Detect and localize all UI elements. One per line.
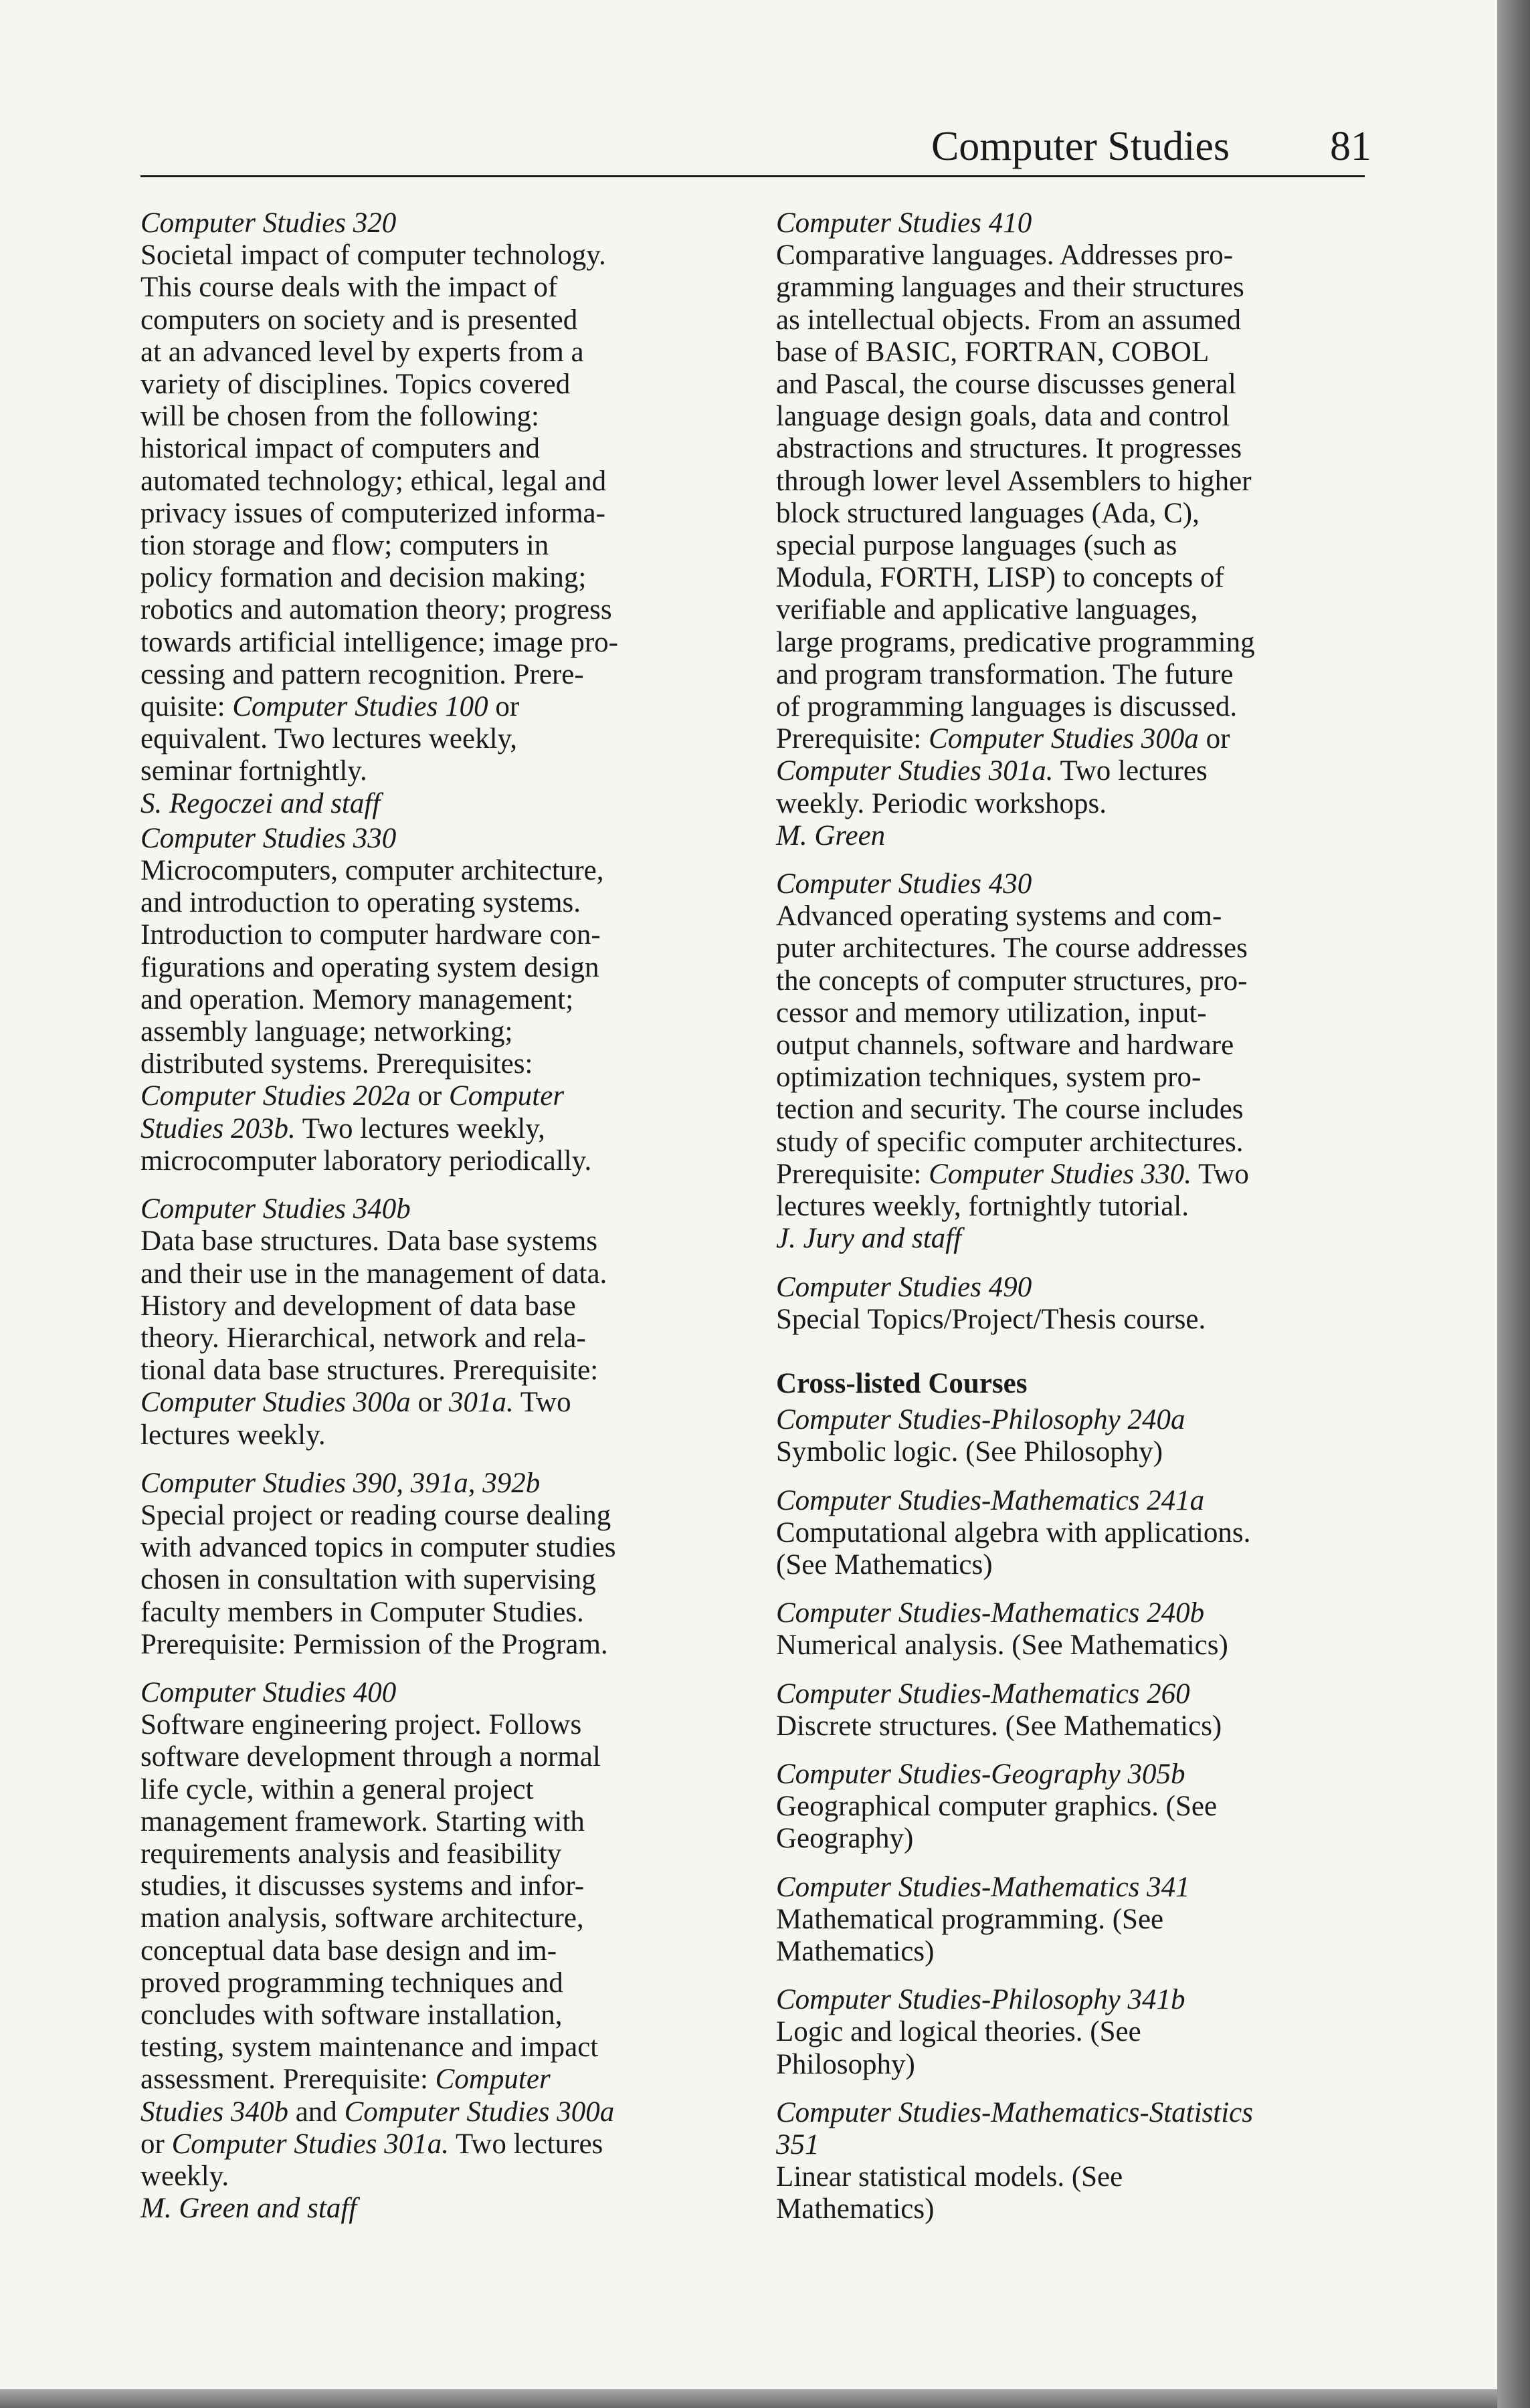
text-run: Mathematics) bbox=[776, 1935, 935, 1967]
text-run: and introduction to operating systems. bbox=[140, 887, 581, 919]
description-line bbox=[140, 1080, 743, 1112]
text-run: Numerical analysis. (See Mathematics) bbox=[776, 1629, 1228, 1662]
description-line bbox=[140, 1935, 743, 1967]
description-line bbox=[140, 1806, 743, 1838]
text-run: weekly. Periodic workshops. bbox=[776, 787, 1107, 819]
course-reference: Computer Studies 330. bbox=[929, 1158, 1192, 1190]
course-title: Computer Studies 400 bbox=[140, 1676, 397, 1708]
description-line bbox=[140, 336, 743, 369]
description-line bbox=[140, 562, 743, 594]
cross-listed-entry bbox=[776, 1597, 1378, 1662]
text-run: weekly. bbox=[140, 2160, 229, 2192]
text-run: lectures weekly, fortnightly tutorial. bbox=[776, 1191, 1189, 1223]
text-run: Data base structures. Data base systems bbox=[140, 1225, 598, 1258]
course-reference: Computer bbox=[449, 1080, 565, 1112]
text-run: Symbolic logic. (See Philosophy) bbox=[776, 1436, 1163, 1468]
description-line bbox=[776, 1126, 1378, 1159]
header-rule bbox=[140, 175, 1365, 177]
description-line bbox=[776, 627, 1378, 659]
description-line bbox=[776, 304, 1378, 336]
text-run: Discrete structures. (See Mathematics) bbox=[776, 1710, 1222, 1742]
text-run: faculty members in Computer Studies. bbox=[140, 1596, 584, 1628]
description-line bbox=[776, 788, 1378, 820]
cross-listed-entry bbox=[776, 1678, 1378, 1742]
text-run: cessor and memory utilization, input- bbox=[776, 997, 1207, 1029]
description-line bbox=[776, 2049, 1378, 2081]
text-run: the concepts of computer structures, pro- bbox=[776, 965, 1248, 997]
description-line bbox=[140, 1113, 743, 1145]
text-run: seminar fortnightly. bbox=[140, 755, 367, 787]
text-run: figurations and operating system design bbox=[140, 951, 599, 983]
description-line bbox=[776, 530, 1378, 562]
course-title: Computer Studies-Geography 305b bbox=[776, 1758, 1185, 1790]
course-title: Computer Studies-Mathematics 341 bbox=[776, 1871, 1190, 1903]
description-line bbox=[140, 2031, 743, 2064]
text-run: (See Mathematics) bbox=[776, 1548, 993, 1581]
description-line bbox=[776, 401, 1378, 433]
text-run: base of BASIC, FORTRAN, COBOL bbox=[776, 336, 1210, 368]
description-line bbox=[140, 1902, 743, 1934]
course-entry bbox=[140, 1468, 743, 1661]
description-line bbox=[140, 1225, 743, 1258]
course-title: Computer Studies 320 bbox=[140, 207, 397, 239]
description-line bbox=[140, 1145, 743, 1177]
course-reference: Studies 340b bbox=[140, 2096, 288, 2128]
text-run: large programs, predicative programming bbox=[776, 626, 1255, 658]
description-line bbox=[140, 855, 743, 887]
course-reference: Computer Studies 301a. bbox=[171, 2128, 450, 2160]
description-line bbox=[776, 498, 1378, 530]
text-run: distributed systems. Prerequisites: bbox=[140, 1048, 533, 1080]
description-line bbox=[140, 433, 743, 465]
description-line bbox=[776, 900, 1378, 932]
description-line bbox=[776, 562, 1378, 594]
course-title: Computer Studies-Philosophy 240a bbox=[776, 1404, 1185, 1436]
text-run: Prerequisite: Permission of the Program. bbox=[140, 1628, 608, 1660]
description-line bbox=[776, 1029, 1378, 1062]
text-run: Prerequisite: bbox=[776, 723, 929, 755]
description-line bbox=[140, 1629, 743, 1661]
description-line bbox=[140, 2064, 743, 2096]
description-line bbox=[140, 627, 743, 659]
description-line bbox=[776, 1159, 1378, 1191]
description-line bbox=[776, 466, 1378, 498]
description-line bbox=[140, 1290, 743, 1322]
description-line bbox=[140, 369, 743, 401]
description-line bbox=[140, 723, 743, 755]
text-run: through lower level Assemblers to higher bbox=[776, 465, 1252, 497]
text-run: at an advanced level by experts from a bbox=[140, 336, 584, 368]
text-run: privacy issues of computerized informa- bbox=[140, 497, 605, 529]
description-line bbox=[776, 965, 1378, 997]
page-number: 81 bbox=[1330, 124, 1371, 169]
description-line bbox=[776, 2193, 1378, 2225]
text-run: Special Topics/Project/Thesis course. bbox=[776, 1303, 1206, 1335]
text-run: tion storage and flow; computers in bbox=[140, 530, 549, 562]
text-run: automated technology; ethical, legal and bbox=[140, 465, 607, 497]
text-run: Two lectures weekly, bbox=[295, 1112, 545, 1144]
course-title: Computer Studies-Mathematics 240b bbox=[776, 1597, 1205, 1629]
text-run: Modula, FORTH, LISP) to concepts of bbox=[776, 562, 1224, 594]
description-line bbox=[140, 1500, 743, 1532]
text-run: assembly language; networking; bbox=[140, 1016, 513, 1048]
text-run: testing, system maintenance and impact bbox=[140, 2031, 599, 2064]
description-line bbox=[140, 984, 743, 1016]
text-run: Geography) bbox=[776, 1823, 914, 1855]
text-run: Two lectures bbox=[449, 2128, 603, 2160]
text-run: theory. Hierarchical, network and rela- bbox=[140, 1322, 586, 1354]
description-line bbox=[140, 659, 743, 691]
course-title: Computer Studies-Philosophy 341b bbox=[776, 1984, 1185, 2016]
course-entry bbox=[140, 1193, 743, 1451]
instructor: J. Jury and staff bbox=[776, 1223, 962, 1255]
course-entry bbox=[776, 868, 1378, 1255]
description-line bbox=[140, 2161, 743, 2193]
text-run: and program transformation. The future bbox=[776, 658, 1234, 690]
description-line bbox=[140, 1838, 743, 1870]
description-line bbox=[776, 1904, 1378, 1936]
description-line bbox=[776, 1062, 1378, 1094]
course-entry bbox=[776, 207, 1378, 852]
description-line bbox=[140, 755, 743, 787]
cross-listed-heading: Cross-listed Courses bbox=[776, 1367, 1028, 1399]
description-line bbox=[140, 1048, 743, 1080]
description-line bbox=[140, 401, 743, 433]
description-line bbox=[140, 1597, 743, 1629]
text-run: gramming languages and their structures bbox=[776, 272, 1244, 304]
description-line bbox=[140, 2096, 743, 2128]
text-run: software development through a normal bbox=[140, 1741, 601, 1773]
description-line bbox=[140, 1564, 743, 1596]
text-run: puter architectures. The course addresses bbox=[776, 932, 1248, 965]
course-reference: Computer Studies 300a bbox=[344, 2096, 615, 2128]
description-line bbox=[140, 1354, 743, 1387]
description-line bbox=[776, 433, 1378, 465]
text-run: Geographical computer graphics. (See bbox=[776, 1791, 1218, 1823]
description-line bbox=[776, 659, 1378, 691]
text-run: and operation. Memory management; bbox=[140, 983, 574, 1015]
description-line bbox=[776, 1710, 1378, 1742]
text-run: microcomputer laboratory periodically. bbox=[140, 1144, 592, 1177]
description-line bbox=[776, 336, 1378, 369]
course-title: Computer Studies 430 bbox=[776, 868, 1032, 900]
course-reference: Computer Studies 301a. bbox=[776, 755, 1054, 787]
text-run: quisite: bbox=[140, 691, 233, 723]
text-run: block structured languages (Ada, C), bbox=[776, 497, 1200, 529]
text-run: towards artificial intelligence; image pro- bbox=[140, 626, 618, 658]
text-run: chosen in consultation with supervising bbox=[140, 1564, 596, 1596]
course-title: Computer Studies-Mathematics-Statistics bbox=[776, 2096, 1254, 2128]
text-run: Advanced operating systems and com- bbox=[776, 900, 1222, 932]
description-line bbox=[140, 239, 743, 272]
text-run: abstractions and structures. It progresses bbox=[776, 433, 1242, 465]
description-line bbox=[140, 498, 743, 530]
text-run: robotics and automation theory; progress bbox=[140, 594, 612, 626]
text-run: management framework. Starting with bbox=[140, 1805, 585, 1837]
description-line bbox=[776, 1629, 1378, 1662]
text-run: History and development of data base bbox=[140, 1290, 576, 1322]
description-line bbox=[140, 466, 743, 498]
text-run: with advanced topics in computer studies bbox=[140, 1532, 616, 1564]
description-line bbox=[776, 2161, 1378, 2193]
text-run: as intellectual objects. From an assumed bbox=[776, 304, 1241, 336]
running-title: Computer Studies bbox=[931, 124, 1230, 169]
description-line bbox=[776, 1791, 1378, 1823]
text-run: policy formation and decision making; bbox=[140, 562, 587, 594]
description-line bbox=[140, 919, 743, 951]
text-run: lectures weekly. bbox=[140, 1419, 326, 1451]
description-line bbox=[776, 272, 1378, 304]
description-line bbox=[140, 1741, 743, 1773]
course-reference: Computer Studies 100 bbox=[232, 691, 488, 723]
description-line bbox=[140, 952, 743, 984]
instructor: S. Regoczei and staff bbox=[140, 787, 381, 819]
text-run: study of specific computer architectures. bbox=[776, 1126, 1244, 1158]
description-line bbox=[776, 1094, 1378, 1126]
text-run: Special project or reading course dealing bbox=[140, 1499, 611, 1531]
description-line bbox=[776, 1517, 1378, 1549]
text-run: equivalent. Two lectures weekly, bbox=[140, 723, 517, 755]
text-run: Software engineering project. Follows bbox=[140, 1709, 582, 1741]
text-run: cessing and pattern recognition. Prere- bbox=[140, 658, 584, 690]
course-entry bbox=[776, 1272, 1378, 1336]
text-run: output channels, software and hardware bbox=[776, 1029, 1234, 1062]
description-line bbox=[140, 1709, 743, 1741]
text-run: or bbox=[140, 2128, 172, 2160]
text-run: special purpose languages (such as bbox=[776, 530, 1177, 562]
description-line bbox=[776, 755, 1378, 787]
text-run: Introduction to computer hardware con- bbox=[140, 919, 601, 951]
description-line bbox=[776, 997, 1378, 1029]
course-reference: Studies 203b. bbox=[140, 1112, 296, 1144]
right-course-list bbox=[776, 207, 1378, 1336]
course-title: Computer Studies-Mathematics 260 bbox=[776, 1678, 1190, 1710]
cross-listed-entry bbox=[776, 1872, 1378, 1969]
text-run: tection and security. The course includes bbox=[776, 1094, 1244, 1126]
description-line bbox=[140, 272, 743, 304]
description-line bbox=[140, 1016, 743, 1048]
description-line bbox=[140, 1774, 743, 1806]
description-line bbox=[776, 369, 1378, 401]
description-line bbox=[140, 594, 743, 626]
text-run: Two bbox=[513, 1387, 571, 1419]
text-run: mation analysis, software architecture, bbox=[140, 1902, 584, 1934]
cross-listed-entry bbox=[776, 1404, 1378, 1468]
description-line bbox=[776, 1549, 1378, 1581]
description-line bbox=[140, 1322, 743, 1354]
text-run: Philosophy) bbox=[776, 2048, 915, 2080]
course-title: Computer Studies 390, 391a, 392b bbox=[140, 1467, 541, 1499]
text-run: language design goals, data and control bbox=[776, 401, 1230, 433]
description-line bbox=[140, 1999, 743, 2031]
text-run: proved programming techniques and bbox=[140, 1967, 563, 1999]
left-column bbox=[140, 207, 743, 2241]
description-line bbox=[776, 2016, 1378, 2048]
text-run: and Pascal, the course discusses general bbox=[776, 369, 1236, 401]
text-run: conceptual data base design and im- bbox=[140, 1934, 557, 1967]
text-run: optimization techniques, system pro- bbox=[776, 1062, 1202, 1094]
text-run: Mathematical programming. (See bbox=[776, 1903, 1164, 1935]
text-run: verifiable and applicative languages, bbox=[776, 594, 1198, 626]
text-run: This course deals with the impact of bbox=[140, 272, 558, 304]
text-run: Prerequisite: bbox=[776, 1158, 929, 1190]
text-run: or bbox=[488, 691, 520, 723]
text-run: of programming languages is discussed. bbox=[776, 691, 1238, 723]
course-reference: 301a. bbox=[449, 1387, 514, 1419]
description-line bbox=[776, 723, 1378, 755]
description-line bbox=[140, 530, 743, 562]
course-entry bbox=[140, 1677, 743, 2225]
text-run: Comparative languages. Addresses pro- bbox=[776, 239, 1234, 272]
running-head bbox=[669, 110, 1371, 171]
instructor: M. Green bbox=[776, 819, 886, 851]
course-reference: Computer Studies 300a bbox=[140, 1387, 411, 1419]
course-reference: Computer bbox=[435, 2064, 551, 2096]
course-entry bbox=[140, 207, 743, 820]
description-line bbox=[776, 1936, 1378, 1968]
cross-listed-entry bbox=[776, 2097, 1378, 2226]
page-bottom-shadow bbox=[0, 2389, 1497, 2408]
description-line bbox=[776, 691, 1378, 723]
description-line bbox=[140, 1870, 743, 1902]
text-run: Two lectures bbox=[1053, 755, 1208, 787]
page-edge-shadow bbox=[1497, 0, 1530, 2408]
text-run: Microcomputers, computer architecture, bbox=[140, 855, 604, 887]
text-run: Computational algebra with applications. bbox=[776, 1516, 1251, 1548]
description-line bbox=[776, 932, 1378, 965]
course-title: Computer Studies-Mathematics 241a bbox=[776, 1484, 1205, 1516]
text-run: Two bbox=[1191, 1158, 1249, 1190]
description-line bbox=[140, 1387, 743, 1419]
course-reference: Computer Studies 202a bbox=[140, 1080, 411, 1112]
text-run: Logic and logical theories. (See bbox=[776, 2016, 1141, 2048]
cross-listed-entry bbox=[776, 1485, 1378, 1582]
description-line bbox=[776, 239, 1378, 272]
description-line bbox=[776, 1191, 1378, 1223]
text-run: Societal impact of computer technology. bbox=[140, 239, 606, 272]
instructor: M. Green and staff bbox=[140, 2193, 357, 2225]
text-run: life cycle, within a general project bbox=[140, 1773, 534, 1805]
text-run: Linear statistical models. (See bbox=[776, 2161, 1123, 2193]
cross-listed-entry bbox=[776, 1984, 1378, 2081]
description-line bbox=[776, 594, 1378, 626]
course-title-continued: 351 bbox=[776, 2128, 820, 2161]
text-run: and their use in the management of data. bbox=[140, 1258, 607, 1290]
description-line bbox=[140, 1258, 743, 1290]
course-title: Computer Studies 490 bbox=[776, 1271, 1032, 1303]
right-column bbox=[776, 207, 1378, 2242]
text-run: requirements analysis and feasibility bbox=[140, 1837, 562, 1870]
course-entry bbox=[140, 823, 743, 1177]
text-run: Mathematics) bbox=[776, 2193, 935, 2225]
description-line bbox=[140, 1532, 743, 1564]
description-line bbox=[776, 1823, 1378, 1855]
course-title: Computer Studies 410 bbox=[776, 207, 1032, 239]
cross-listed-entry bbox=[776, 1759, 1378, 1855]
course-title: Computer Studies 330 bbox=[140, 822, 397, 854]
course-title: Computer Studies 340b bbox=[140, 1193, 411, 1225]
text-run: or bbox=[410, 1080, 450, 1112]
text-run: studies, it discusses systems and infor- bbox=[140, 1870, 585, 1902]
text-run: assessment. Prerequisite: bbox=[140, 2064, 436, 2096]
description-line bbox=[140, 887, 743, 919]
course-reference: Computer Studies 300a bbox=[929, 723, 1199, 755]
text-run: historical impact of computers and bbox=[140, 433, 541, 465]
text-run: will be chosen from the following: bbox=[140, 401, 539, 433]
description-line bbox=[140, 1967, 743, 1999]
text-run: variety of disciplines. Topics covered bbox=[140, 369, 571, 401]
text-run: or bbox=[410, 1387, 450, 1419]
cross-listed-list bbox=[776, 1404, 1378, 2225]
description-line bbox=[140, 304, 743, 336]
text-run: concludes with software installation, bbox=[140, 1999, 563, 2031]
text-run: and bbox=[288, 2096, 345, 2128]
description-line bbox=[140, 2128, 743, 2161]
description-line bbox=[776, 1304, 1378, 1336]
text-run: tional data base structures. Prerequisite: bbox=[140, 1354, 599, 1387]
description-line bbox=[140, 1419, 743, 1451]
description-line bbox=[140, 691, 743, 723]
text-run: computers on society and is presented bbox=[140, 304, 578, 336]
description-line bbox=[776, 1436, 1378, 1468]
text-run: or bbox=[1198, 723, 1230, 755]
